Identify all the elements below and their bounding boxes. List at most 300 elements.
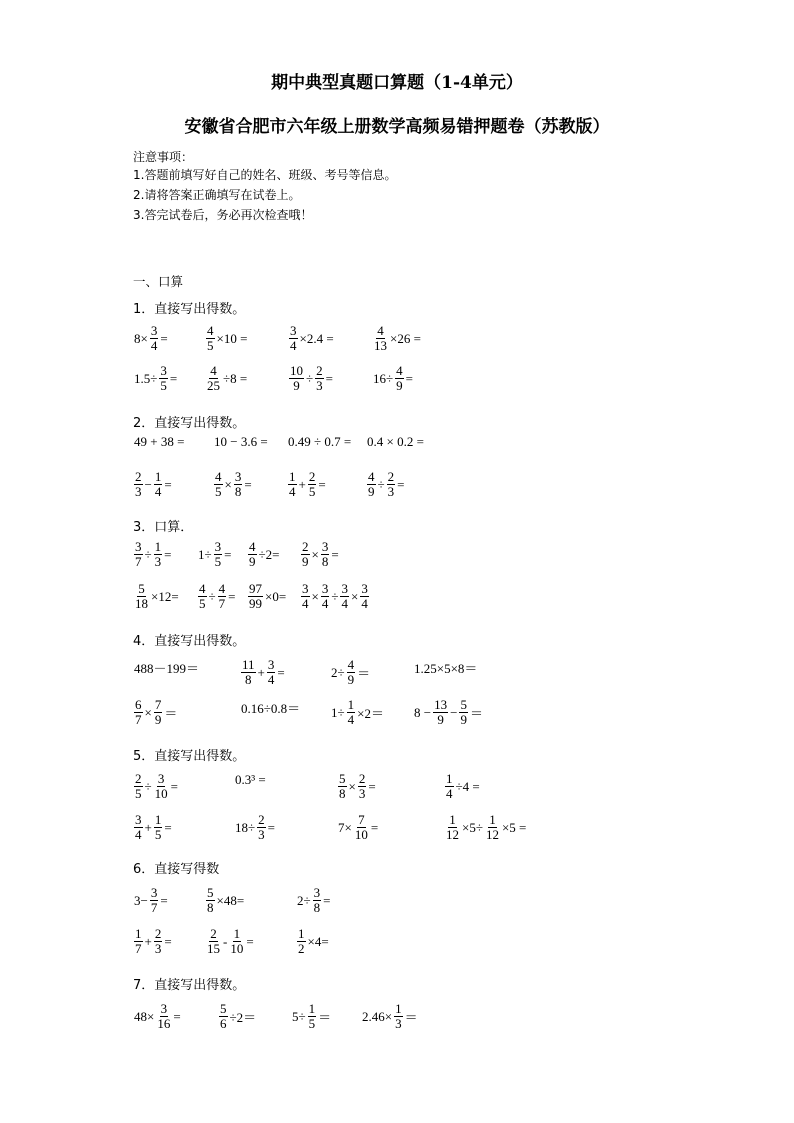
expression-text: = xyxy=(331,546,339,562)
denominator: 10 xyxy=(154,786,168,801)
numerator: 5 xyxy=(460,697,467,712)
note-item: 1.答题前填写好自己的姓名、班级、考号等信息。 xyxy=(133,168,397,182)
denominator: 7 xyxy=(135,554,142,569)
numerator: 3 xyxy=(135,539,142,554)
numerator: 2 xyxy=(302,539,309,554)
arithmetic-expression xyxy=(413,658,478,677)
numerator: 3 xyxy=(361,581,368,596)
numerator: 2 xyxy=(358,771,366,786)
numerator: 4 xyxy=(215,469,222,484)
numerator: 2 xyxy=(154,926,162,941)
denominator: 18 xyxy=(135,596,148,611)
fraction xyxy=(134,813,143,842)
denominator: 4 xyxy=(361,596,368,611)
denominator: 9 xyxy=(437,712,444,727)
numerator: 4 xyxy=(377,323,384,338)
arithmetic-expression xyxy=(205,364,248,393)
arithmetic-expression xyxy=(300,582,370,611)
fraction xyxy=(248,582,263,611)
arithmetic-expression xyxy=(133,582,180,611)
arithmetic-expression xyxy=(372,364,414,393)
arithmetic-expression xyxy=(240,698,301,717)
expression-text: 2÷ xyxy=(297,892,311,908)
expression-text: ÷ xyxy=(377,476,385,492)
expression-text: 0.4 × 0.2 = xyxy=(367,434,424,449)
numerator: 2 xyxy=(135,469,142,484)
fraction xyxy=(234,470,243,499)
numerator: 3 xyxy=(160,363,167,378)
expression-text: ÷2＝ xyxy=(229,1010,257,1025)
arithmetic-expression xyxy=(291,1002,332,1031)
numerator: 6 xyxy=(135,697,142,712)
numerator: 1 xyxy=(154,539,162,554)
denominator: 5 xyxy=(214,554,222,569)
expression-text: 1.25×5×8＝ xyxy=(414,661,478,676)
arithmetic-expression xyxy=(213,434,269,450)
arithmetic-expression xyxy=(133,434,185,450)
arithmetic-expression xyxy=(133,886,169,915)
numerator: 3 xyxy=(302,581,309,596)
fraction xyxy=(206,324,215,353)
denominator: 2 xyxy=(298,941,305,956)
denominator: 6 xyxy=(220,1016,227,1031)
arithmetic-expression xyxy=(133,364,178,393)
expression-text: = xyxy=(244,476,252,492)
expression-text: 488－199＝ xyxy=(134,661,200,676)
expression-text: ÷ xyxy=(144,778,152,794)
fraction xyxy=(154,772,169,801)
arithmetic-expression xyxy=(337,813,379,842)
expression-text: 1÷ xyxy=(198,546,212,562)
denominator: 4 xyxy=(347,712,355,727)
denominator: 4 xyxy=(267,672,275,687)
expression-text: 2÷ xyxy=(331,664,345,680)
denominator: 9 xyxy=(368,484,375,499)
denominator: 12 xyxy=(485,827,499,842)
denominator: 5 xyxy=(199,596,206,611)
denominator: 9 xyxy=(249,554,256,569)
fraction xyxy=(154,698,163,727)
fraction xyxy=(395,364,404,393)
denominator: 8 xyxy=(321,554,329,569)
numerator: 13 xyxy=(434,697,448,712)
expression-text: ÷ xyxy=(331,588,339,604)
arithmetic-expression xyxy=(287,434,352,450)
numerator: 4 xyxy=(368,469,375,484)
expression-text: ×2.4 = xyxy=(299,330,334,346)
notes-heading: 注意事项： xyxy=(133,150,194,164)
fraction xyxy=(433,698,448,727)
expression-text: = xyxy=(397,476,405,492)
expression-text: - xyxy=(223,933,228,949)
expression-text: 1.5÷ xyxy=(134,370,158,386)
arithmetic-expression xyxy=(205,927,255,956)
numerator: 1 xyxy=(289,469,296,484)
fraction xyxy=(154,813,163,842)
denominator: 4 xyxy=(341,596,348,611)
fraction xyxy=(198,582,207,611)
numerator: 3 xyxy=(150,323,158,338)
fraction xyxy=(241,658,256,687)
fraction xyxy=(445,772,454,801)
denominator: 12 xyxy=(446,827,459,842)
fraction xyxy=(394,1002,403,1031)
denominator: 4 xyxy=(135,827,142,842)
expression-text: ×48= xyxy=(216,892,245,908)
expression-text: = xyxy=(246,933,254,949)
numerator: 1 xyxy=(154,812,162,827)
expression-text: 7× xyxy=(338,819,352,835)
expression-text: 0.49 ÷ 0.7 = xyxy=(288,434,352,449)
numerator: 97 xyxy=(249,581,262,596)
expression-text: 16÷ xyxy=(373,370,394,386)
fraction xyxy=(338,772,347,801)
denominator: 5 xyxy=(308,484,316,499)
denominator: 10 xyxy=(230,941,244,956)
expression-text: × xyxy=(348,778,356,794)
denominator: 4 xyxy=(290,338,297,353)
expression-text: 0.3³ = xyxy=(235,772,266,787)
expression-text: = xyxy=(318,476,326,492)
arithmetic-expression xyxy=(288,324,335,353)
question-heading: 1．直接写出得数。 xyxy=(133,302,246,317)
numerator: 4 xyxy=(199,581,206,596)
expression-text: × xyxy=(311,546,319,562)
expression-text: = xyxy=(277,664,285,680)
expression-text: = xyxy=(160,892,168,908)
numerator: 11 xyxy=(242,657,255,672)
expression-text: = xyxy=(323,892,331,908)
expression-text: ＝ xyxy=(357,666,371,681)
numerator: 1 xyxy=(446,771,453,786)
expression-text: ＝ xyxy=(469,706,483,721)
numerator: 3 xyxy=(290,323,297,338)
fraction xyxy=(206,927,221,956)
expression-text: ÷ xyxy=(306,370,314,386)
expression-text: + xyxy=(257,664,265,680)
denominator: 3 xyxy=(154,554,162,569)
arithmetic-expression xyxy=(366,434,425,450)
numerator: 4 xyxy=(396,363,403,378)
expression-text: = xyxy=(173,1008,181,1024)
arithmetic-expression xyxy=(197,582,236,611)
fraction xyxy=(154,470,163,499)
fraction xyxy=(214,470,223,499)
expression-text: ＝ xyxy=(404,1010,418,1025)
fraction xyxy=(301,582,310,611)
numerator: 3 xyxy=(214,539,222,554)
denominator: 9 xyxy=(347,672,355,687)
fraction xyxy=(206,886,215,915)
expression-text: = xyxy=(370,819,379,835)
arithmetic-expression xyxy=(247,582,287,611)
arithmetic-expression xyxy=(234,772,267,788)
fraction xyxy=(347,658,356,687)
numerator: 3 xyxy=(321,581,329,596)
arithmetic-expression xyxy=(133,658,200,677)
denominator: 9 xyxy=(302,554,309,569)
expression-text: 1÷ xyxy=(331,704,345,720)
note-item: 2.请将答案正确填写在试卷上。 xyxy=(133,188,301,202)
numerator: 10 xyxy=(290,363,303,378)
numerator: 1 xyxy=(449,812,456,827)
numerator: 3 xyxy=(135,812,142,827)
fraction xyxy=(373,324,388,353)
numerator: 2 xyxy=(308,469,316,484)
fraction xyxy=(387,470,396,499)
expression-text: ×26 = xyxy=(390,330,421,346)
numerator: 4 xyxy=(347,657,355,672)
denominator: 3 xyxy=(135,484,142,499)
fraction xyxy=(159,364,168,393)
denominator: 3 xyxy=(358,786,366,801)
numerator: 1 xyxy=(154,469,162,484)
fraction xyxy=(150,324,159,353)
numerator: 2 xyxy=(210,926,217,941)
expression-text: = xyxy=(160,330,168,346)
fraction xyxy=(459,698,468,727)
arithmetic-expression xyxy=(133,470,173,499)
expression-text: ÷ xyxy=(144,546,152,562)
question-heading: 7．直接写出得数。 xyxy=(133,978,246,993)
denominator: 4 xyxy=(321,596,329,611)
denominator: 4 xyxy=(150,338,158,353)
expression-text: = xyxy=(224,546,232,562)
arithmetic-expression xyxy=(296,927,330,956)
numerator: 5 xyxy=(220,1001,227,1016)
denominator: 16 xyxy=(157,1016,171,1031)
fraction xyxy=(267,658,276,687)
denominator: 9 xyxy=(460,712,467,727)
arithmetic-expression xyxy=(205,324,248,353)
denominator: 7 xyxy=(218,596,226,611)
expression-text: + xyxy=(144,933,152,949)
fraction xyxy=(360,582,369,611)
expression-text: = xyxy=(325,370,333,386)
numerator: 3 xyxy=(321,539,329,554)
expression-text: = xyxy=(164,819,172,835)
numerator: 3 xyxy=(313,885,321,900)
numerator: 1 xyxy=(135,926,142,941)
question-heading: 3．口算． xyxy=(133,520,194,535)
expression-text: 49 + 38 = xyxy=(134,434,185,449)
denominator: 4 xyxy=(289,484,296,499)
numerator: 2 xyxy=(316,363,323,378)
denominator: 9 xyxy=(293,378,300,393)
arithmetic-expression xyxy=(197,540,232,569)
fraction xyxy=(297,927,306,956)
numerator: 2 xyxy=(258,812,265,827)
expression-text: = xyxy=(170,778,178,794)
numerator: 1 xyxy=(308,1001,316,1016)
numerator: 4 xyxy=(207,323,214,338)
expression-text: ÷2= xyxy=(258,546,280,562)
denominator: 3 xyxy=(316,378,323,393)
fraction xyxy=(214,540,223,569)
denominator: 3 xyxy=(154,941,162,956)
arithmetic-expression xyxy=(413,698,484,727)
fraction xyxy=(354,813,369,842)
note-item: 3.答完试卷后，务必再次检查哦！ xyxy=(133,208,313,222)
arithmetic-expression xyxy=(444,772,481,801)
fraction xyxy=(347,698,356,727)
expression-text: ×5 = xyxy=(501,819,527,835)
expression-text: + xyxy=(144,819,152,835)
arithmetic-expression xyxy=(133,772,179,801)
fraction xyxy=(367,470,376,499)
fraction xyxy=(134,698,143,727)
arithmetic-expression xyxy=(288,364,334,393)
denominator: 5 xyxy=(135,786,142,801)
fraction xyxy=(219,1002,228,1031)
denominator: 4 xyxy=(302,596,309,611)
fraction xyxy=(156,1002,171,1031)
denominator: 25 xyxy=(207,378,220,393)
fraction xyxy=(134,927,143,956)
expression-text: 0.16÷0.8＝ xyxy=(241,701,301,716)
denominator: 7 xyxy=(135,712,142,727)
expression-text: ×5÷ xyxy=(462,819,483,835)
expression-text: ＝ xyxy=(318,1010,332,1025)
denominator: 8 xyxy=(245,672,252,687)
arithmetic-expression xyxy=(133,927,173,956)
expression-text: ＝ xyxy=(164,706,178,721)
fraction xyxy=(248,540,257,569)
expression-text: ÷8 = xyxy=(223,370,248,386)
arithmetic-expression xyxy=(234,813,276,842)
expression-text: − xyxy=(144,476,152,492)
expression-text: = xyxy=(267,819,275,835)
denominator: 3 xyxy=(387,484,395,499)
arithmetic-expression xyxy=(218,1002,257,1031)
expression-text: − xyxy=(450,704,458,720)
page-subtitle: 安徽省合肥市六年级上册数学高频易错押题卷（苏教版） xyxy=(184,117,610,137)
denominator: 3 xyxy=(395,1016,402,1031)
expression-text: × xyxy=(311,588,319,604)
denominator: 9 xyxy=(154,712,162,727)
denominator: 9 xyxy=(396,378,403,393)
denominator: 10 xyxy=(354,827,368,842)
arithmetic-expression xyxy=(133,698,178,727)
numerator: 3 xyxy=(341,581,348,596)
expression-text: 5÷ xyxy=(292,1008,306,1024)
fraction xyxy=(288,470,297,499)
denominator: 5 xyxy=(308,1016,316,1031)
fraction xyxy=(313,886,322,915)
fraction xyxy=(485,813,500,842)
denominator: 99 xyxy=(249,596,262,611)
fraction xyxy=(289,324,298,353)
numerator: 1 xyxy=(233,926,241,941)
numerator: 5 xyxy=(207,885,214,900)
denominator: 15 xyxy=(207,941,220,956)
fraction xyxy=(445,813,460,842)
denominator: 8 xyxy=(339,786,346,801)
numerator: 1 xyxy=(298,926,305,941)
denominator: 8 xyxy=(207,900,214,915)
arithmetic-expression xyxy=(330,658,371,687)
denominator: 7 xyxy=(135,941,142,956)
fraction xyxy=(301,540,310,569)
numerator: 4 xyxy=(218,581,226,596)
fraction xyxy=(358,772,367,801)
numerator: 2 xyxy=(135,771,142,786)
fraction xyxy=(257,813,266,842)
expression-text: = xyxy=(169,370,178,386)
arithmetic-expression xyxy=(361,1002,419,1031)
arithmetic-expression xyxy=(133,813,173,842)
arithmetic-expression xyxy=(247,540,280,569)
expression-text: = xyxy=(164,933,172,949)
denominator: 3 xyxy=(258,827,265,842)
expression-text: = xyxy=(368,778,376,794)
arithmetic-expression xyxy=(296,886,331,915)
expression-text: = xyxy=(405,370,413,386)
expression-text: × xyxy=(144,704,152,720)
expression-text: ×2＝ xyxy=(357,706,384,721)
numerator: 1 xyxy=(347,697,355,712)
expression-text: 3− xyxy=(134,892,148,908)
expression-text: 8× xyxy=(134,330,148,346)
denominator: 5 xyxy=(154,827,162,842)
denominator: 5 xyxy=(207,338,214,353)
expression-text: × xyxy=(350,588,359,604)
fraction xyxy=(218,582,227,611)
numerator: 1 xyxy=(395,1001,402,1016)
numerator: 4 xyxy=(249,539,256,554)
expression-text: ×10 = xyxy=(216,330,248,346)
expression-text: 48× xyxy=(134,1008,155,1024)
fraction xyxy=(308,470,317,499)
expression-text: ×4= xyxy=(307,933,329,949)
question-heading: 6．直接写得数 xyxy=(133,862,220,877)
denominator: 7 xyxy=(150,900,158,915)
numerator: 5 xyxy=(339,771,346,786)
fraction xyxy=(134,582,149,611)
fraction xyxy=(134,470,143,499)
section-heading: 一、口算 xyxy=(133,274,184,289)
denominator: 5 xyxy=(160,378,167,393)
arithmetic-expression xyxy=(444,813,527,842)
fraction xyxy=(229,927,244,956)
arithmetic-expression xyxy=(240,658,286,687)
arithmetic-expression xyxy=(133,1002,182,1031)
expression-text: 18÷ xyxy=(235,819,256,835)
numerator: 7 xyxy=(358,812,365,827)
arithmetic-expression xyxy=(133,540,172,569)
question-heading: 4．直接写出得数。 xyxy=(133,634,246,649)
expression-text: ×0= xyxy=(265,588,287,604)
numerator: 5 xyxy=(138,581,145,596)
fraction xyxy=(321,582,330,611)
expression-text: 10 − 3.6 = xyxy=(214,434,268,449)
numerator: 3 xyxy=(160,1001,168,1016)
expression-text: ÷4 = xyxy=(455,778,480,794)
arithmetic-expression xyxy=(372,324,422,353)
fraction xyxy=(134,540,143,569)
numerator: 4 xyxy=(210,363,217,378)
numerator: 3 xyxy=(267,657,275,672)
numerator: 1 xyxy=(489,812,496,827)
expression-text: 8 − xyxy=(414,704,432,720)
fraction xyxy=(289,364,304,393)
denominator: 13 xyxy=(374,338,387,353)
fraction xyxy=(150,886,159,915)
denominator: 4 xyxy=(154,484,162,499)
denominator: 4 xyxy=(446,786,453,801)
arithmetic-expression xyxy=(205,886,245,915)
fraction xyxy=(321,540,330,569)
